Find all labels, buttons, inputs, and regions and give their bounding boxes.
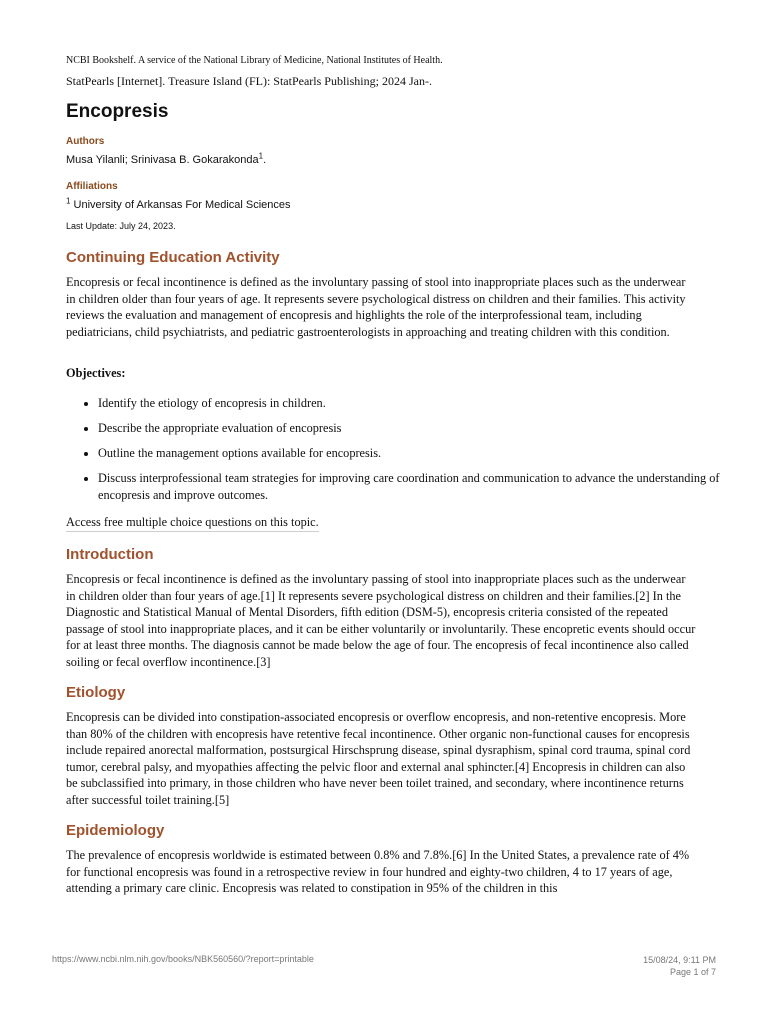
ncbi-header: NCBI Bookshelf. A service of the National Library of Medicine, National Institutes of Health.	[66, 55, 443, 66]
etiology-paragraph: Encopresis can be divided into constipation-associated encopresis or overflow encopresis, and non-retentive encopresis. More than 80% of the children with encopresis have retentive fecal incontinence. Other organic non-functional causes for encopresis include repaired anorectal malformation, postsurgical Hirschsprung disease, spinal dysraphism, spinal cord trauma, spinal cord tumor, cerebral palsy, and myopathies affecting the pelvic floor and external anal sphincter.[4] Encopresis in children can also be subclassified into primary, in those children who have never been toilet trained, and secondary, where incontinence returns after successful toilet training.[5]	[66, 710, 691, 807]
section-heading-epidemiology: Epidemiology	[66, 822, 165, 839]
mcq-access-link[interactable]: Access free multiple choice questions on this topic.	[66, 515, 319, 532]
footer-url: https://www.ncbi.nlm.nih.gov/books/NBK560560/?report=printable	[52, 954, 314, 964]
objective-item: • Outline the management options available for encopresis.	[98, 445, 738, 462]
citation-header: StatPearls [Internet]. Treasure Island (FL): StatPearls Publishing; 2024 Jan-.	[66, 74, 432, 88]
objective-item: • Identify the etiology of encopresis in children.	[98, 395, 738, 412]
last-update: Last Update: July 24, 2023.	[66, 221, 176, 231]
objectives-label: Objectives:	[66, 366, 126, 380]
ce-paragraph: Encopresis or fecal incontinence is defined as the involuntary passing of stool into inappropriate places such as the underwear in children older than four years of age. It represents severe psychological distress on children and their families. This activity reviews the evaluation and management of encopresis and highlights the role of the interprofessional team, including pediatricians, child psychiatrists, and pediatric gastroenterologists in approaching and treating children with this condition.	[66, 275, 686, 339]
objective-item: • Discuss interprofessional team strategies for improving care coordination and communication to advance the understanding of encopresis and improve outcomes.	[98, 470, 738, 503]
section-heading-introduction: Introduction	[66, 546, 154, 563]
objectives-list	[66, 395, 738, 512]
footer-page-number: Page 1 of 7	[669, 967, 716, 977]
footer-datetime: 15/08/24, 9:11 PM	[643, 955, 716, 965]
section-heading-etiology: Etiology	[66, 684, 126, 701]
section-heading-continuing-education: Continuing Education Activity	[66, 249, 280, 266]
authors-label: Authors	[66, 136, 105, 147]
affiliations-label: Affiliations	[66, 181, 118, 192]
affiliation-text: University of Arkansas For Medical Sciences	[73, 199, 291, 211]
objective-item: • Describe the appropriate evaluation of encopresis	[98, 420, 738, 437]
authors	[66, 151, 267, 166]
epidemiology-paragraph: The prevalence of encopresis worldwide is estimated between 0.8% and 7.8%.[6] In the United States, a prevalence rate of 4% for functional encopresis was found in a retrospective review in four hundred and eighty-two children, 4 to 17 years of age, attending a primary care clinic. Encopresis was related to constipation in 95% of the children in this	[66, 848, 690, 896]
page-title: Encopresis	[66, 101, 169, 122]
footer-meta	[643, 954, 716, 978]
affiliation	[66, 196, 291, 211]
authors-suffix: .	[263, 154, 267, 166]
affiliation-marker: 1	[66, 196, 71, 206]
author-affiliation-marker: 1	[258, 151, 264, 161]
author-names: Musa Yilanli; Srinivasa B. Gokarakonda	[66, 154, 259, 166]
introduction-paragraph: Encopresis or fecal incontinence is defined as the involuntary passing of stool into inappropriate places such as the underwear in children older than four years of age.[1] It represents severe psychological distress on children and their families.[2] In the Diagnostic and Statistical Manual of Mental Disorders, fifth edition (DSM-5), encopresis criteria consisted of the repeated passage of stool into inappropriate places, and it can be either voluntarily or involuntarily. These encopretic events should occur for at least three months. The diagnosis cannot be made below the age of four. The encopresis of fecal incontinence also called soiling or fecal overflow incontinence.[3]	[66, 572, 696, 669]
